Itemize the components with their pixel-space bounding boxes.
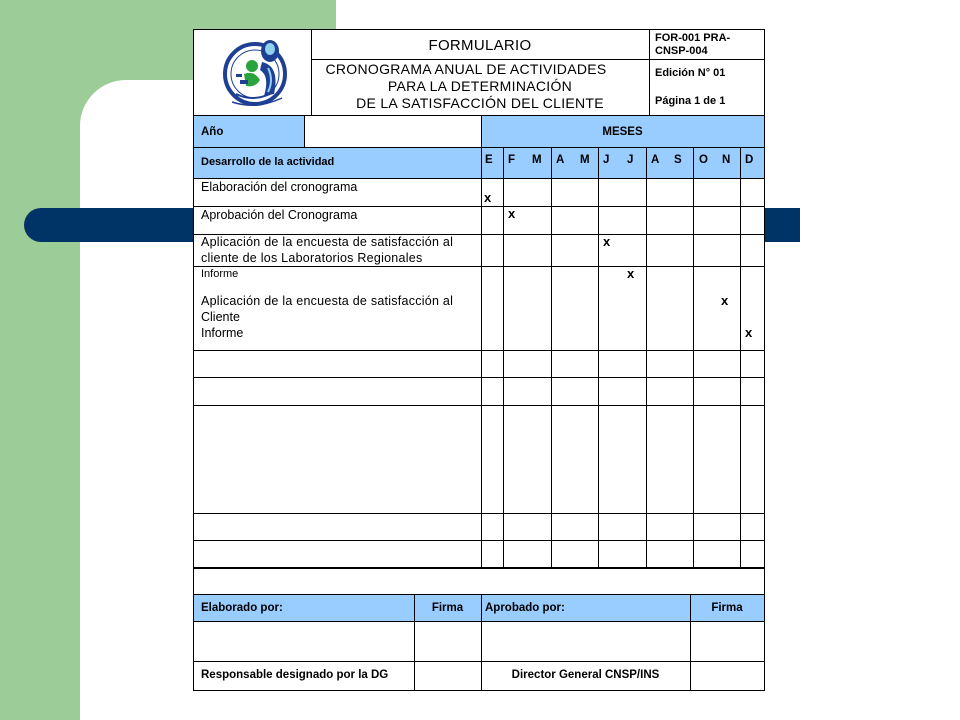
institution-logo [222, 36, 292, 114]
decorative-bar-right [763, 208, 800, 242]
activity-1-label: Elaboración del cronograma [201, 180, 358, 194]
activity-6-mark: x [745, 325, 753, 340]
logo-icon [222, 36, 292, 114]
month-header-oct: O [699, 154, 708, 166]
activity-1-mark: x [484, 190, 492, 205]
signature-label-1: Firma [431, 602, 464, 614]
months-header: MESES [602, 126, 643, 138]
prepared-by-value: Responsable designado por la DG [201, 669, 389, 681]
activity-3-label-line-2: cliente de los Laboratorios Regionales [201, 251, 423, 265]
month-header-nov: N [722, 154, 731, 166]
prepared-by-label: Elaborado por: [201, 602, 283, 614]
activity-2-label: Aprobación del Cronograma [201, 208, 358, 222]
document-code-line-2: CNSP-004 [655, 45, 708, 57]
activity-5-label-line-2: Cliente [201, 310, 240, 324]
activity-5-label-line-1: Aplicación de la encuesta de satisfacción al [201, 294, 454, 308]
document-title [311, 61, 649, 112]
page-number: Página 1 de 1 [655, 95, 726, 107]
year-label: Año [201, 126, 224, 138]
schedule-form [193, 29, 765, 691]
document-code-line-1: FOR-001 PRA- [655, 32, 731, 44]
month-header-jun: J [603, 154, 610, 166]
month-header-sep: S [674, 154, 682, 166]
month-header-jul: J [627, 154, 634, 166]
month-header-ago: A [651, 154, 660, 166]
month-header-dic: D [745, 154, 754, 166]
title-line-1: CRONOGRAMA ANUAL DE ACTIVIDADES [325, 61, 607, 77]
month-header-ene: E [485, 154, 493, 166]
title-line-3: DE LA SATISFACCIÓN DEL CLIENTE [356, 95, 604, 111]
title-line-2: PARA LA DETERMINACIÓN [387, 78, 573, 94]
activity-4-label: Informe [201, 268, 239, 280]
month-header-feb: F [508, 154, 516, 166]
month-header-may: M [580, 154, 590, 166]
signature-label-2: Firma [711, 602, 743, 614]
month-header-abr: A [556, 154, 565, 166]
activity-3-label-line-1: Aplicación de la encuesta de satisfacción al [201, 235, 454, 249]
activity-3-mark: x [603, 234, 611, 249]
activity-4-mark: x [627, 266, 635, 281]
edition-number: Edición N° 01 [655, 67, 726, 79]
form-label: FORMULARIO [428, 37, 532, 54]
activity-2-mark: x [508, 206, 516, 221]
decorative-bar-left [24, 208, 194, 242]
activity-5-mark: x [721, 293, 729, 308]
month-header-mar: M [532, 154, 542, 166]
activity-6-label: Informe [201, 326, 244, 340]
activity-column-header: Desarrollo de la actividad [201, 156, 335, 168]
approved-by-label: Aprobado por: [485, 602, 565, 614]
approved-by-value: Director General CNSP/INS [511, 669, 660, 681]
